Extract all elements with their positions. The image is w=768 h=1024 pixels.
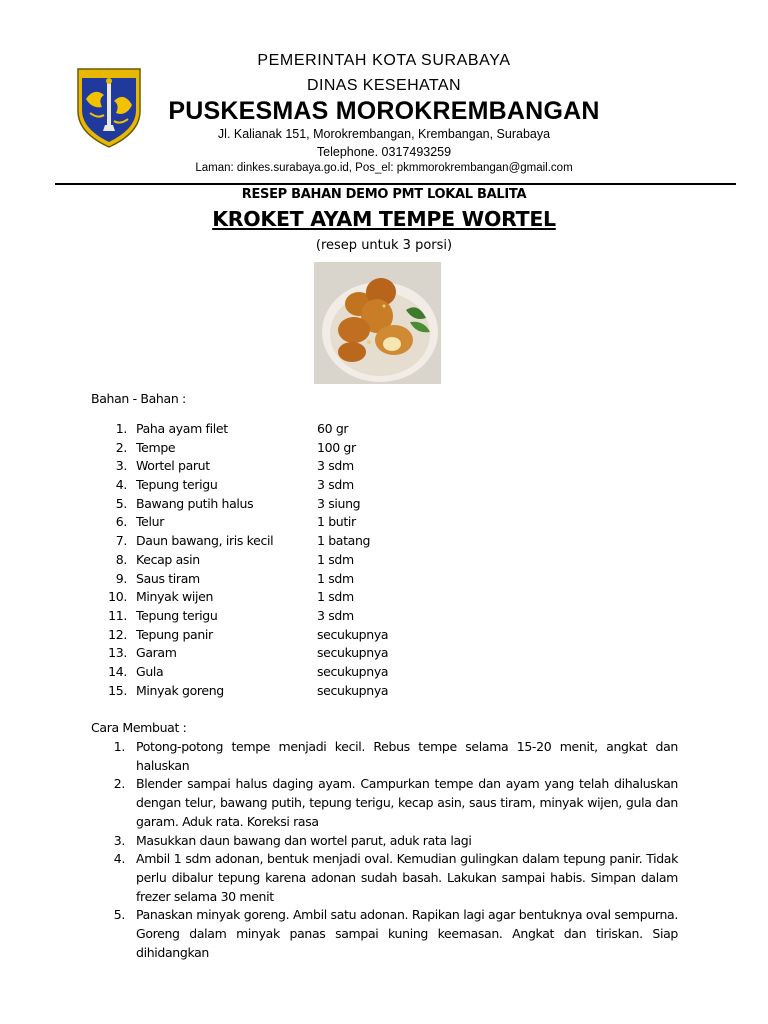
ingredient-quantity: 1 batang xyxy=(317,533,371,548)
document-subtitle: RESEP BAHAN DEMO PMT LOKAL BALITA xyxy=(241,187,527,202)
ingredient-number: 2. xyxy=(115,440,127,455)
department-name: DINAS KESEHATAN xyxy=(307,77,461,94)
ingredient-name: Minyak goreng xyxy=(136,683,224,698)
portion-note: (resep untuk 3 porsi) xyxy=(315,238,453,253)
step-number: 3. xyxy=(113,832,125,848)
method-step xyxy=(0,832,768,851)
ingredient-name: Kecap asin xyxy=(136,552,200,567)
ingredient-quantity: 1 sdm xyxy=(317,571,354,586)
ingredient-quantity: 3 sdm xyxy=(317,458,354,473)
step-text: Masukkan daun bawang dan wortel parut, aduk rata lagi xyxy=(136,832,472,848)
ingredient-quantity: secukupnya xyxy=(317,627,389,642)
ingredient-name: Gula xyxy=(136,664,164,679)
ingredient-number: 1. xyxy=(115,421,127,436)
ingredient-name: Bawang putih halus xyxy=(136,496,254,511)
step-number: 5. xyxy=(113,907,125,923)
ingredient-number: 4. xyxy=(115,477,127,492)
ingredient-number: 6. xyxy=(115,514,127,529)
ingredient-name: Telur xyxy=(136,514,164,529)
ingredient-name: Minyak wijen xyxy=(136,589,214,604)
ingredient-quantity: 1 sdm xyxy=(317,589,354,604)
ingredient-quantity: secukupnya xyxy=(317,645,389,660)
step-text: Panaskan minyak goreng. Ambil satu adonan. Rapikan lagi agar bentuknya oval sempurna. Goreng dalam minyak panas sampai kuning keemasan. Angkat dan tiriskan. Siap dihidangkan xyxy=(136,907,678,960)
website-email: Laman: dinkes.surabaya.go.id, Pos_el: pkmmorokrembangan@gmail.com xyxy=(195,162,573,174)
ingredient-item xyxy=(0,496,768,515)
ingredient-item xyxy=(0,514,768,533)
ingredient-quantity: 3 sdm xyxy=(317,608,354,623)
step-text: Blender sampai halus daging ayam. Campurkan tempe dan ayam yang telah dihaluskan dengan telur, bawang putih, tepung terigu, kecap asin, saus tiram, minyak wijen, gula dan garam. Aduk rata. Koreksi rasa xyxy=(136,776,678,829)
ingredient-name: Tempe xyxy=(136,440,176,455)
ingredient-item xyxy=(0,627,768,646)
ingredient-quantity: 60 gr xyxy=(317,421,349,436)
ingredients-label: Bahan - Bahan : xyxy=(91,391,186,406)
ingredient-name: Tepung panir xyxy=(136,627,213,642)
ingredient-number: 14. xyxy=(108,664,127,679)
ingredient-item xyxy=(0,645,768,664)
government-name: PEMERINTAH KOTA SURABAYA xyxy=(257,52,511,69)
ingredient-number: 10. xyxy=(108,589,127,604)
ingredient-item xyxy=(0,440,768,459)
letterhead xyxy=(0,0,768,190)
ingredient-quantity: 1 sdm xyxy=(317,552,354,567)
ingredient-quantity: 100 gr xyxy=(317,440,356,455)
ingredient-item xyxy=(0,458,768,477)
ingredient-quantity: secukupnya xyxy=(317,664,389,679)
ingredient-number: 12. xyxy=(108,627,127,642)
ingredient-quantity: 3 siung xyxy=(317,496,361,511)
ingredient-number: 11. xyxy=(108,608,127,623)
step-number: 4. xyxy=(113,851,125,867)
ingredient-quantity: 3 sdm xyxy=(317,477,354,492)
letterhead-divider xyxy=(55,183,736,185)
method-steps xyxy=(0,738,768,962)
ingredient-name: Saus tiram xyxy=(136,571,200,586)
ingredient-item xyxy=(0,683,768,702)
ingredient-item xyxy=(0,608,768,627)
step-number: 2. xyxy=(113,776,125,792)
ingredient-number: 7. xyxy=(115,533,127,548)
ingredient-name: Garam xyxy=(136,645,177,660)
ingredient-item xyxy=(0,421,768,440)
address: Jl. Kalianak 151, Morokrembangan, Krembangan, Surabaya xyxy=(217,127,551,141)
ingredient-number: 15. xyxy=(108,683,127,698)
institution-name: PUSKESMAS MOROKREMBANGAN xyxy=(168,97,600,125)
ingredient-name: Paha ayam filet xyxy=(136,421,228,436)
ingredient-name: Daun bawang, iris kecil xyxy=(136,533,274,548)
ingredient-number: 3. xyxy=(115,458,127,473)
ingredient-number: 9. xyxy=(115,571,127,586)
ingredient-number: 13. xyxy=(108,645,127,660)
ingredient-item xyxy=(0,571,768,590)
ingredient-quantity: 1 butir xyxy=(317,514,356,529)
ingredient-item xyxy=(0,589,768,608)
step-number: 1. xyxy=(113,739,125,754)
fried-croquettes-photo xyxy=(314,262,441,384)
ingredient-name: Tepung terigu xyxy=(136,477,218,492)
method-step xyxy=(0,850,768,906)
telephone: Telephone. 0317493259 xyxy=(316,145,452,159)
method-step xyxy=(0,775,768,831)
method-label: Cara Membuat : xyxy=(91,720,187,735)
ingredient-item xyxy=(0,664,768,683)
recipe-title: KROKET AYAM TEMPE WORTEL xyxy=(212,207,556,231)
method-step xyxy=(0,906,768,962)
step-text: Potong-potong tempe menjadi kecil. Rebus tempe selama 15-20 menit, angkat dan haluskan xyxy=(136,739,678,773)
ingredient-item xyxy=(0,477,768,496)
ingredient-name: Wortel parut xyxy=(136,458,210,473)
step-text: Ambil 1 sdm adonan, bentuk menjadi oval. Kemudian gulingkan dalam tepung panir. Tidak perlu dibalur tepung karena adonan sudah basah. Lakukan sampai habis. Simpan dalam frezer selama 30 menit xyxy=(136,851,678,904)
method-step xyxy=(0,738,768,775)
ingredient-name: Tepung terigu xyxy=(136,608,218,623)
ingredient-item xyxy=(0,552,768,571)
ingredient-item xyxy=(0,533,768,552)
ingredient-quantity: secukupnya xyxy=(317,683,389,698)
ingredient-number: 8. xyxy=(115,552,127,567)
ingredient-number: 5. xyxy=(115,496,127,511)
